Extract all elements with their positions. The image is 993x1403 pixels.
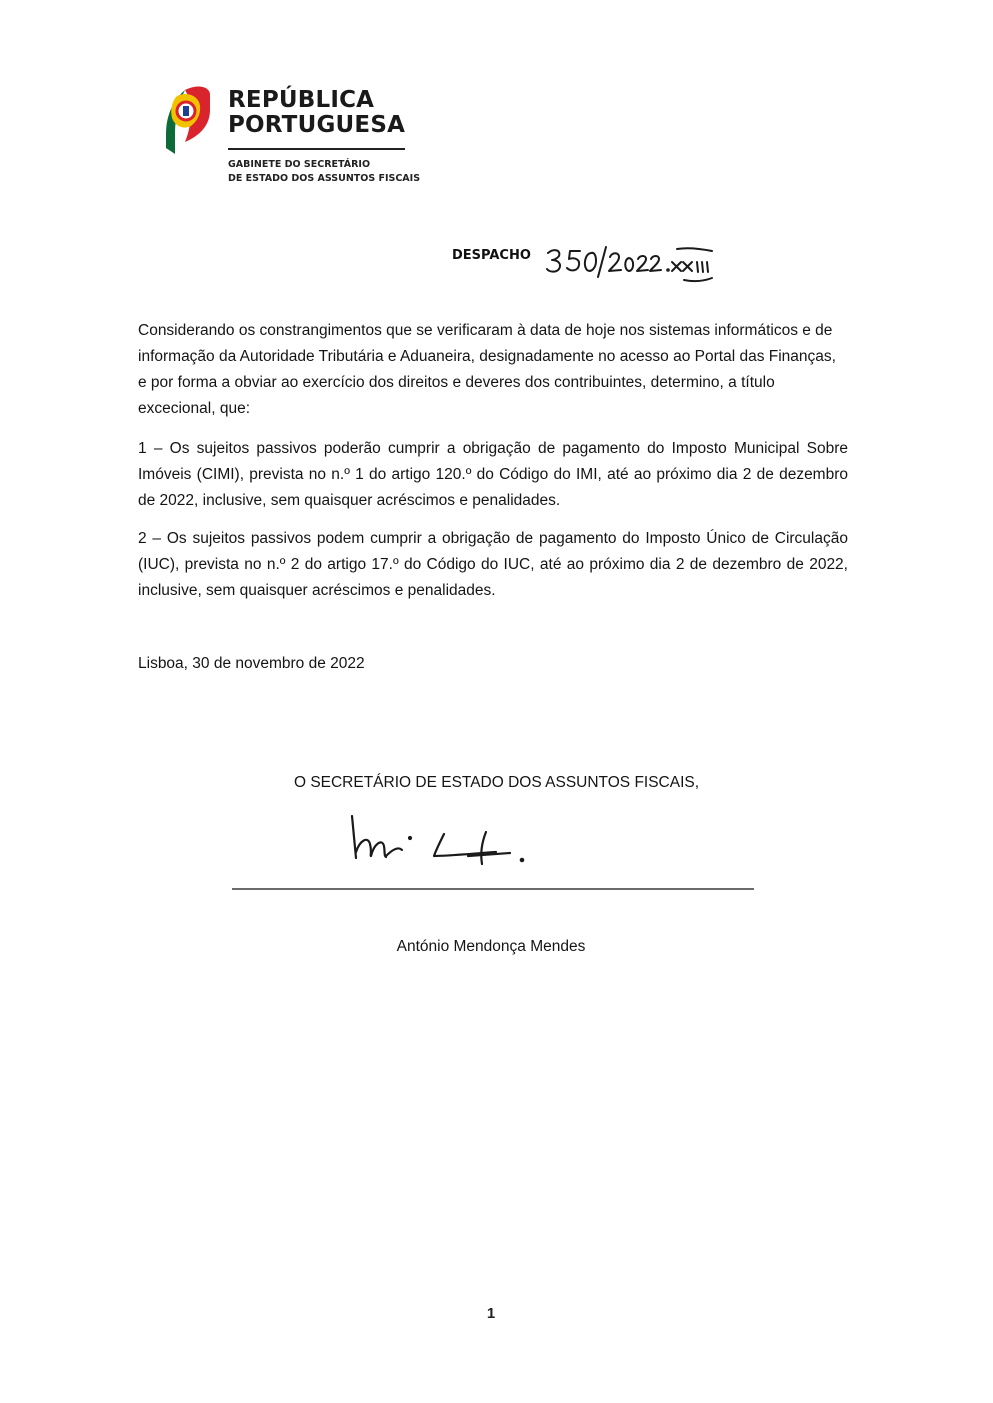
republica-portuguesa-logo: [163, 82, 211, 154]
despacho-heading: [452, 237, 752, 289]
office-line1: GABINETE DO SECRETÁRIO: [228, 159, 371, 170]
signature-line: [232, 888, 754, 890]
signatory-title: [0, 774, 993, 792]
signatory-title-text: O SECRETÁRIO DE ESTADO DOS ASSUNTOS FISCAIS,: [293, 774, 700, 791]
despacho-label: DESPACHO: [452, 248, 531, 263]
body-paragraph-intro: Considerando os constrangimentos que se verificaram à data de hoje nos sistemas informáticos e de informação da Autoridade Tributária e Aduaneira, designadamente no acesso ao Portal das Finanças, e por forma a obviar ao exercício dos direitos e deveres dos contribuintes, determino, a título excecional, que:: [138, 322, 836, 417]
office-line2: DE ESTADO DOS ASSUNTOS FISCAIS: [228, 173, 421, 184]
handwritten-signature: [346, 812, 586, 872]
body-paragraph-item-1: 1 – Os sujeitos passivos poderão cumprir a obrigação de pagamento do Imposto Municipal Sobre Imóveis (CIMI), prevista no n.º 1 do artigo 120.º do Código do IMI, até ao próximo dia 2 de dezembro de 2022, inclusive, sem quaisquer acréscimos e penalidades.: [138, 440, 848, 509]
signer-name: António Mendonça Mendes: [396, 938, 586, 955]
office-name: [228, 158, 420, 186]
place-and-date: Lisboa, 30 de novembro de 2022: [138, 655, 365, 672]
body-paragraph-item-2: 2 – Os sujeitos passivos podem cumprir a obrigação de pagamento do Imposto Único de Circulação (IUC), prevista no n.º 2 do artigo 17.º do Código do IUC, até ao próximo dia 2 de dezembro de 2022, inclusive, sem quaisquer acréscimos e penalidades.: [138, 530, 848, 599]
despacho-number-handwritten: [544, 237, 744, 287]
page-number: 1: [486, 1305, 496, 1322]
organization-name: [228, 88, 405, 138]
org-name-line1: REPÚBLICA: [228, 87, 375, 113]
org-divider: [228, 148, 405, 150]
org-name-line2: PORTUGUESA: [228, 112, 406, 138]
